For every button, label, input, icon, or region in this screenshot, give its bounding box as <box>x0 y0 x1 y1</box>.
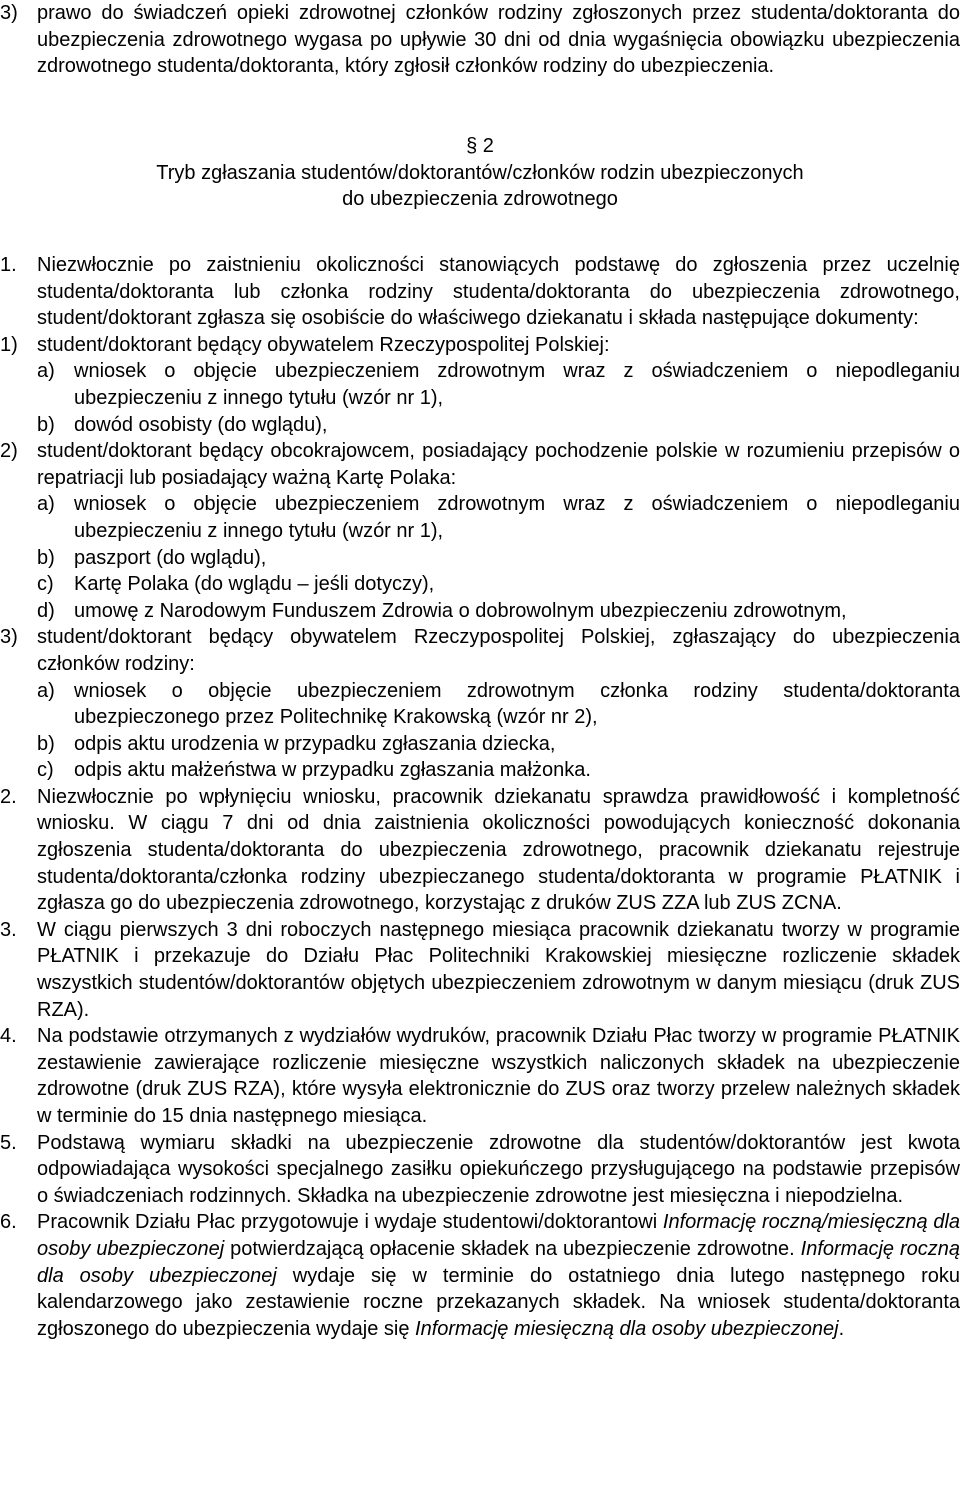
list-item-number: 2) <box>0 440 18 463</box>
intro-number: 3) <box>0 2 18 24</box>
sublist-item <box>37 757 960 784</box>
sublist-item-text: Kartę Polaka (do wglądu – jeśli dotyczy), <box>74 573 435 596</box>
paragraph-5 <box>0 1130 960 1210</box>
sublist <box>37 491 960 624</box>
italic-doc-title: Informację roczną/miesięczną dla osoby ubezpieczonej <box>37 1211 960 1260</box>
sublist-item-text: paszport (do wglądu), <box>74 546 267 569</box>
paragraph-number: 1. <box>0 254 17 276</box>
italic-doc-title: Informację miesięczną dla osoby ubezpieczonej <box>415 1317 839 1340</box>
sublist-item-text: wniosek o objęcie ubezpieczeniem zdrowotnym członka rodziny studenta/doktoranta ubezpieczonego przez Politechnikę Krakowską (wzór nr 2), <box>74 679 960 729</box>
sublist-item-letter: b) <box>37 732 55 755</box>
sublist-item-text: wniosek o objęcie ubezpieczeniem zdrowotnym wraz z oświadczeniem o niepodleganiu ubezpieczeniu z innego tytułu (wzór nr 1), <box>74 360 960 409</box>
sublist-item <box>37 571 960 598</box>
sublist-item-text: dowód osobisty (do wglądu), <box>74 413 328 436</box>
paragraph-number: 6. <box>0 1211 17 1234</box>
sublist-item <box>37 731 960 758</box>
text-run: . <box>838 1317 845 1340</box>
list-item-text: student/doktorant będący obcokrajowcem, posiadający pochodzenie polskie w rozumieniu przepisów o repatriacji lub posiadający ważną Kartę Polaka: <box>37 440 960 489</box>
sublist-item-letter: c) <box>37 573 54 596</box>
italic-doc-title: Informację roczną dla osoby ubezpieczonej <box>37 1237 960 1287</box>
list-item-text: student/doktorant będący obywatelem Rzeczypospolitej Polskiej, zgłaszający do ubezpieczenia członków rodziny: <box>37 626 960 675</box>
intro-text: prawo do świadczeń opieki zdrowotnej członków rodziny zgłoszonych przez studenta/doktoranta do ubezpieczenia zdrowotnego wygasa po upływie 30 dni od dnia wygaśnięcia obowiązku ubezpieczenia zdrowotnego studenta/doktoranta, który zgłosił członków rodziny do ubezpieczenia. <box>37 2 960 78</box>
paragraph-text <box>37 1209 960 1342</box>
sublist-item-letter: d) <box>37 599 55 622</box>
section-heading <box>0 133 960 213</box>
sublist-item-letter: a) <box>37 679 55 702</box>
paragraph-text: W ciągu pierwszych 3 dni roboczych następnego miesiąca pracownik dziekanatu tworzy w programie PŁATNIK i przekazuje do Działu Płac Politechniki Krakowskiej miesięczne rozliczenie składek wszystkich studentów/doktorantów objętych ubezpieczeniem zdrowotnym w danym miesiącu (druk ZUS RZA). <box>37 918 960 1021</box>
sublist-item-letter: b) <box>37 413 55 436</box>
list-item-number: 1) <box>0 333 18 356</box>
sublist-item <box>37 678 960 731</box>
paragraph-text: Podstawą wymiaru składki na ubezpieczenie zdrowotne dla studentów/doktorantów jest kwota odpowiadająca wysokości specjalnego zasiłku opiekuńczego przysługującego na podstawie przepisów o świadczeniach rodzinnych. Składka na ubezpieczenie zdrowotne jest miesięczna i niepodzielna. <box>37 1131 960 1207</box>
paragraph-1-intro <box>0 252 960 332</box>
section-mark: § 2 <box>466 135 494 157</box>
list-item <box>0 332 960 359</box>
list-item-text: student/doktorant będący obywatelem Rzeczypospolitej Polskiej: <box>37 333 610 356</box>
sublist-item-letter: a) <box>37 493 55 516</box>
sublist-item <box>37 598 960 625</box>
paragraph-1 <box>0 252 960 1342</box>
sublist-item-letter: a) <box>37 360 55 383</box>
paragraph-number: 3. <box>0 918 17 941</box>
sublist-item <box>37 412 960 439</box>
text-run: potwierdzającą opłacenie składek na ubezpieczenie zdrowotne. <box>224 1237 801 1260</box>
sublist-item-text: umowę z Narodowym Funduszem Zdrowia o dobrowolnym ubezpieczeniu zdrowotnym, <box>74 599 847 622</box>
paragraph-2 <box>0 784 960 917</box>
intro-item <box>0 0 960 80</box>
paragraph-4 <box>0 1023 960 1129</box>
sublist-item <box>37 545 960 572</box>
paragraph-6 <box>0 1209 960 1342</box>
sublist-item <box>37 491 960 544</box>
text-run: Pracownik Działu Płac przygotowuje i wydaje studentowi/doktorantowi <box>37 1211 663 1234</box>
sublist-item-text: odpis aktu urodzenia w przypadku zgłaszania dziecka, <box>74 732 556 755</box>
paragraph-text: Niezwłocznie po wpłynięciu wniosku, pracownik dziekanatu sprawdza prawidłowość i kompletność wniosku. W ciągu 7 dni od dnia zaistnienia okoliczności powodujących konieczność dokonania zgłoszenia studenta/doktoranta do ubezpieczenia zdrowotnego, pracownik dziekanatu rejestruje studenta/doktoranta/członka rodziny ubezpieczanego studenta/doktoranta w programie PŁATNIK i zgłasza go do ubezpieczenia zdrowotnego, korzystając z druków ZUS ZZA lub ZUS ZCNA. <box>37 785 960 915</box>
text-run: wydaje się w terminie do ostatniego dnia lutego następnego roku kalendarzowego jako zestawienie roczne przekazanych składek. Na wniosek studenta/doktoranta zgłoszonego do ubezpieczenia wydaje się <box>37 1264 960 1340</box>
paragraph-number: 2. <box>0 785 17 808</box>
section-title-line1: Tryb zgłaszania studentów/doktorantów/członków rodzin ubezpieczonych <box>156 161 804 184</box>
paragraph-number: 4. <box>0 1025 17 1048</box>
sublist <box>37 358 960 438</box>
sublist-item-text: odpis aktu małżeństwa w przypadku zgłaszania małżonka. <box>74 759 591 782</box>
list-item <box>0 624 960 677</box>
sublist <box>37 678 960 784</box>
sublist-item-text: wniosek o objęcie ubezpieczeniem zdrowotnym wraz z oświadczeniem o niepodleganiu ubezpieczeniu z innego tytułu (wzór nr 1), <box>74 493 960 542</box>
sublist-item-letter: c) <box>37 759 54 782</box>
paragraph-number: 5. <box>0 1131 17 1154</box>
list-1 <box>0 332 960 784</box>
list-item-number: 3) <box>0 626 18 649</box>
sublist-item <box>37 358 960 411</box>
paragraph-text: Niezwłocznie po zaistnieniu okoliczności stanowiących podstawę do zgłoszenia przez uczelnię studenta/doktoranta lub członka rodziny studenta/doktoranta do ubezpieczenia zdrowotnego, student/doktorant zgłasza się osobiście do właściwego dziekanatu i składa następujące dokumenty: <box>37 254 960 330</box>
paragraph-text: Na podstawie otrzymanych z wydziałów wydruków, pracownik Działu Płac tworzy w programie PŁATNIK zestawienie zawierające rozliczenie miesięczne wszystkich naliczonych składek na ubezpieczenie zdrowotne (druk ZUS RZA), które wysyła elektronicznie do ZUS oraz tworzy przelew należnych składek w terminie do 15 dnia następnego miesiąca. <box>37 1025 960 1127</box>
list-item <box>0 438 960 491</box>
section-title-line2: do ubezpieczenia zdrowotnego <box>342 188 618 211</box>
sublist-item-letter: b) <box>37 546 55 569</box>
paragraph-3 <box>0 917 960 1023</box>
